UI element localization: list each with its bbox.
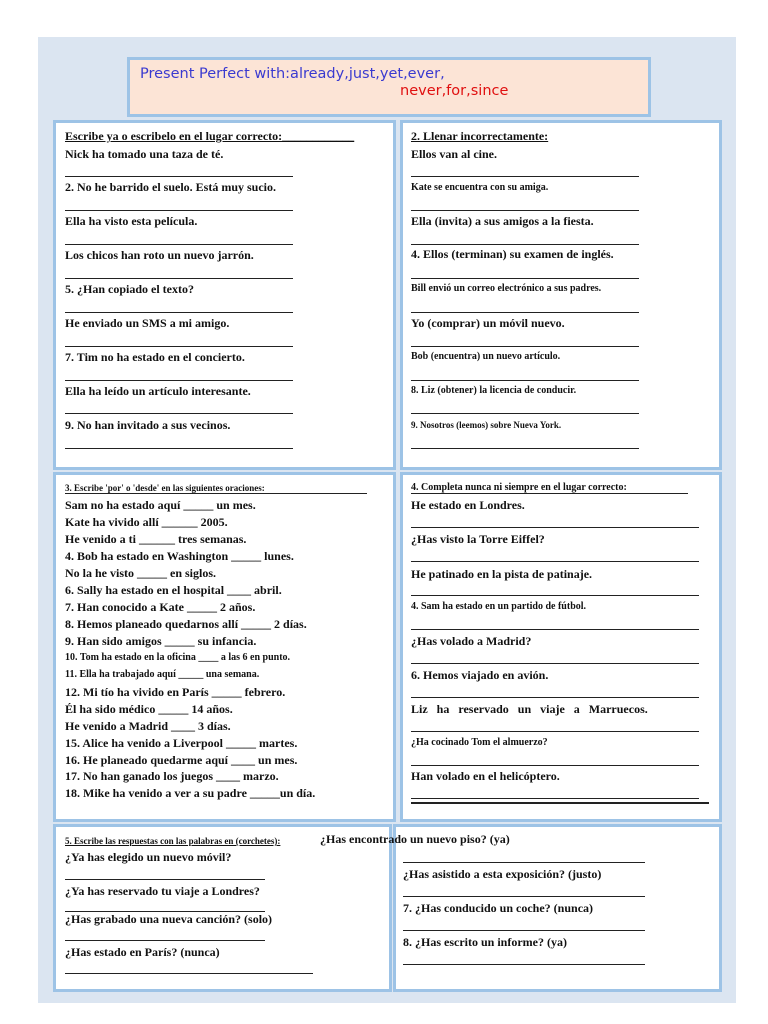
answer-line bbox=[411, 697, 699, 698]
section-1-heading: Escribe ya o escribelo en el lugar correcto:____________ bbox=[65, 129, 355, 143]
heading-underline bbox=[65, 493, 367, 494]
answer-line bbox=[411, 765, 699, 766]
section-2-item: 4. Ellos (terminan) su examen de inglés. bbox=[411, 247, 614, 261]
section-3-item: He venido a ti ______ tres semanas. bbox=[65, 532, 247, 546]
answer-line bbox=[411, 210, 639, 211]
title-box bbox=[127, 57, 651, 117]
section-3-item: Él ha sido médico _____ 14 años. bbox=[65, 702, 233, 716]
answer-line bbox=[65, 448, 293, 449]
section-1-item: Los chicos han roto un nuevo jarrón. bbox=[65, 248, 254, 262]
section-4-heading: 4. Completa nunca ni siempre en el lugar correcto: bbox=[411, 482, 627, 493]
answer-line bbox=[411, 663, 699, 664]
section-3-item: 10. Tom ha estado en la oficina ____ a las 6 en punto. bbox=[65, 652, 291, 663]
section-4-item: He estado en Londres. bbox=[411, 498, 525, 512]
answer-line bbox=[65, 879, 265, 880]
section-1-item: He enviado un SMS a mi amigo. bbox=[65, 316, 230, 330]
section-1-item: 5. ¿Han copiado el texto? bbox=[65, 282, 194, 296]
section-4-item: 6. Hemos viajado en avión. bbox=[411, 668, 549, 682]
section-3-item: 12. Mi tío ha vivido en París _____ febrero. bbox=[65, 685, 286, 699]
answer-line bbox=[65, 210, 293, 211]
section-3-item: 11. Ella ha trabajado aquí _____ una semana. bbox=[65, 669, 260, 680]
answer-line bbox=[65, 244, 293, 245]
section-3-heading: 3. Escribe 'por' o 'desde' en las siguientes oraciones: bbox=[65, 483, 265, 493]
title-line-2: never,for,since bbox=[400, 83, 509, 99]
section-5-item: ¿Has grabado una nueva canción? (solo) bbox=[65, 912, 273, 926]
answer-line bbox=[65, 312, 293, 313]
section-3-item: 8. Hemos planeado quedarnos allí _____ 2 días. bbox=[65, 617, 307, 631]
section-1-item: 7. Tim no ha estado en el concierto. bbox=[65, 350, 245, 364]
section-3-item: 16. He planeado quedarme aquí ____ un mes. bbox=[65, 753, 298, 767]
section-1-item: 9. No han invitado a sus vecinos. bbox=[65, 418, 231, 432]
answer-line bbox=[411, 802, 709, 804]
answer-line bbox=[411, 380, 639, 381]
section-3-item: Sam no ha estado aquí _____ un mes. bbox=[65, 498, 256, 512]
heading-underline bbox=[411, 493, 688, 494]
section-4-item: ¿Ha cocinado Tom el almuerzo? bbox=[411, 737, 548, 748]
section-3-item: 6. Sally ha estado en el hospital ____ abril. bbox=[65, 583, 282, 597]
section-3-item: 15. Alice ha venido a Liverpool _____ martes. bbox=[65, 736, 298, 750]
section-5-item: ¿Ya has reservado tu viaje a Londres? bbox=[65, 884, 260, 898]
answer-line bbox=[403, 862, 645, 863]
section-5-item: 7. ¿Has conducido un coche? (nunca) bbox=[403, 901, 594, 915]
answer-line bbox=[65, 346, 293, 347]
section-5-item: 8. ¿Has escrito un informe? (ya) bbox=[403, 935, 567, 949]
section-2-item: Yo (comprar) un móvil nuevo. bbox=[411, 316, 565, 330]
section-3-item: Kate ha vivido allí ______ 2005. bbox=[65, 515, 228, 529]
section-2-item: Bill envió un correo electrónico a sus padres. bbox=[411, 283, 602, 294]
answer-line bbox=[411, 448, 639, 449]
answer-line bbox=[411, 244, 639, 245]
section-2-item: Ellos van al cine. bbox=[411, 147, 498, 161]
section-5-item: ¿Has asistido a esta exposición? (justo) bbox=[403, 867, 602, 881]
section-4-item: ¿Has visto la Torre Eiffel? bbox=[411, 532, 545, 546]
title-line-1: Present Perfect with:already,just,yet,ever, bbox=[140, 66, 445, 82]
answer-line bbox=[411, 176, 639, 177]
answer-line bbox=[411, 346, 639, 347]
section-4-item: ¿Has volado a Madrid? bbox=[411, 634, 532, 648]
section-2-item: 8. Liz (obtener) la licencia de conducir. bbox=[411, 385, 577, 396]
answer-line bbox=[411, 629, 699, 630]
answer-line bbox=[65, 973, 313, 974]
answer-line bbox=[65, 176, 293, 177]
answer-line bbox=[411, 278, 639, 279]
section-3-item: 18. Mike ha venido a ver a su padre _____un día. bbox=[65, 786, 316, 800]
section-5-heading: 5. Escribe las respuestas con las palabras en (corchetes): bbox=[65, 836, 281, 846]
answer-line bbox=[411, 527, 699, 528]
answer-line bbox=[411, 798, 699, 799]
section-4-item: 4. Sam ha estado en un partido de fútbol. bbox=[411, 601, 587, 612]
section-3-item: 4. Bob ha estado en Washington _____ lunes. bbox=[65, 549, 294, 563]
answer-line bbox=[403, 930, 645, 931]
section-3-item: He venido a Madrid ____ 3 días. bbox=[65, 719, 231, 733]
answer-line bbox=[403, 896, 645, 897]
section-3-item: 17. No han ganado los juegos ____ marzo. bbox=[65, 769, 279, 783]
section-5-item: ¿Ya has elegido un nuevo móvil? bbox=[65, 850, 232, 864]
section-3-item: 7. Han conocido a Kate _____ 2 años. bbox=[65, 600, 256, 614]
section-2-item: Kate se encuentra con su amiga. bbox=[411, 182, 549, 193]
answer-line bbox=[65, 278, 293, 279]
section-4-item: Liz ha reservado un viaje a Marruecos. bbox=[411, 702, 648, 716]
section-3-item: No la he visto _____ en siglos. bbox=[65, 566, 217, 580]
section-2-item: 9. Nosotros (leemos) sobre Nueva York. bbox=[411, 420, 562, 430]
section-4-item: He patinado en la pista de patinaje. bbox=[411, 567, 593, 581]
answer-line bbox=[411, 731, 699, 732]
section-2-item: Ella (invita) a sus amigos a la fiesta. bbox=[411, 214, 594, 228]
answer-line bbox=[411, 561, 699, 562]
section-2-item: Bob (encuentra) un nuevo artículo. bbox=[411, 351, 561, 362]
answer-line bbox=[411, 413, 639, 414]
section-1-item: Ella ha leído un artículo interesante. bbox=[65, 384, 251, 398]
answer-line bbox=[65, 380, 293, 381]
section-2-heading: 2. Llenar incorrectamente: bbox=[411, 129, 549, 143]
answer-line bbox=[411, 595, 699, 596]
answer-line bbox=[403, 964, 645, 965]
section-5-item: ¿Has estado en París? (nunca) bbox=[65, 945, 220, 959]
section-1-item: Ella ha visto esta película. bbox=[65, 214, 198, 228]
answer-line bbox=[65, 413, 293, 414]
section-1-item: 2. No he barrido el suelo. Está muy sucio. bbox=[65, 180, 277, 194]
section-5-heading-question: ¿Has encontrado un nuevo piso? (ya) bbox=[320, 832, 510, 846]
answer-line bbox=[65, 940, 265, 941]
answer-line bbox=[411, 312, 639, 313]
section-1-item: Nick ha tomado una taza de té. bbox=[65, 147, 224, 161]
section-3-item: 9. Han sido amigos _____ su infancia. bbox=[65, 634, 257, 648]
section-4-item: Han volado en el helicóptero. bbox=[411, 769, 560, 783]
